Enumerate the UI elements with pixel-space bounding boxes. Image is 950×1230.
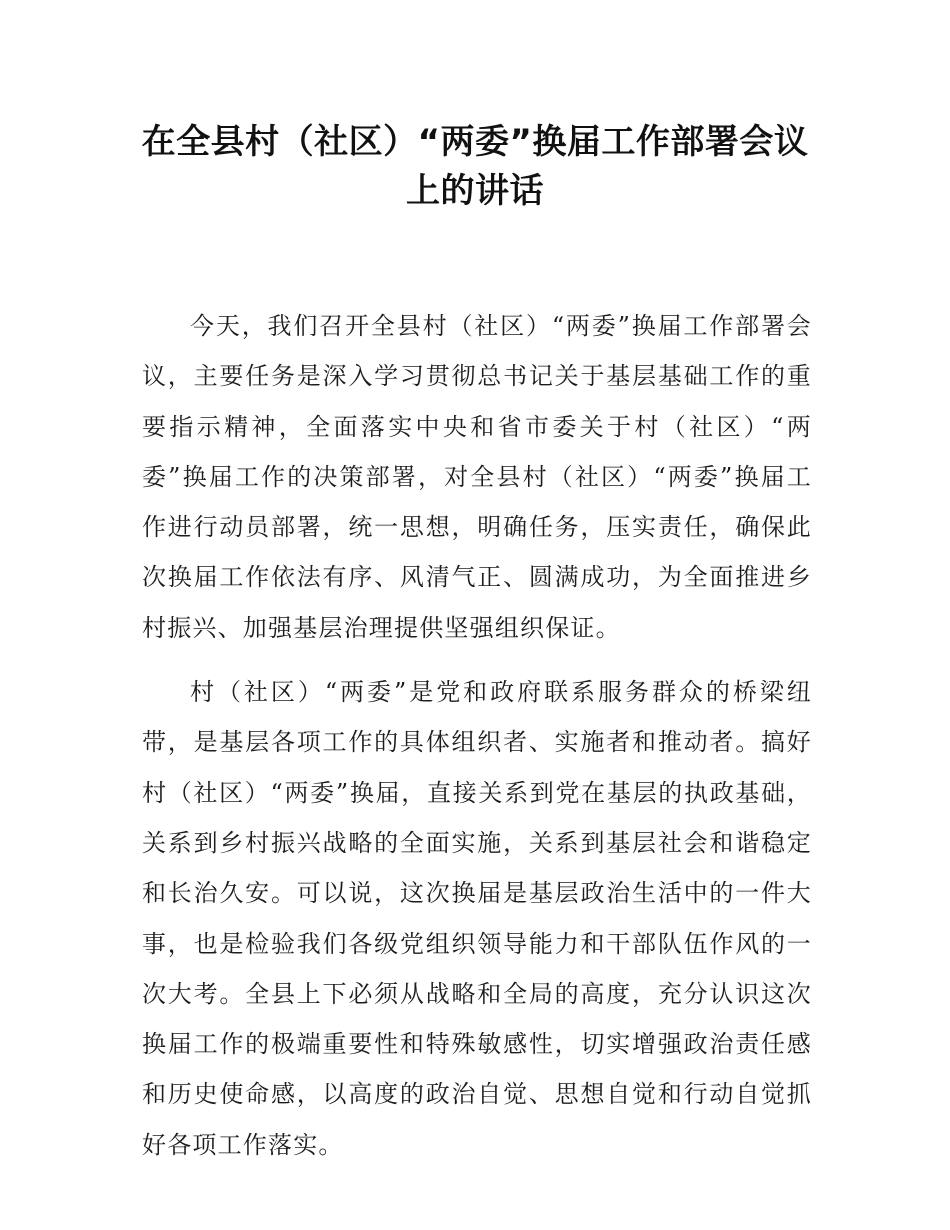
paragraph-2: 村（社区）“两委”是党和政府联系服务群众的桥梁纽带，是基层各项工作的具体组织者、实施者和推动者。搞好村（社区）“两委”换届，直接关系到党在基层的执政基础，关系到乡村振兴战略的全面实施，关系到基层社会和谐稳定和长治久安。可以说，这次换届是基层政治生活中的一件大事，也是检验我们各级党组织领导能力和干部队伍作风的一次大考。全县上下必须从战略和全局的高度，充分认识这次换届工作的极端重要性和特殊敏感性，切实增强政治责任感和历史使命感，以高度的政治自觉、思想自觉和行动自觉抓好各项工作落实。 [142, 678, 812, 1159]
document-body [142, 301, 812, 1184]
document-title: 在全县村（社区）“两委”换届工作部署会议上的讲话 [141, 122, 809, 211]
paragraph-1: 今天，我们召开全县村（社区）“两委”换届工作部署会议，主要任务是深入学习贯彻总书记关于基层基础工作的重要指示精神，全面落实中央和省市委关于村（社区）“两委”换届工作的决策部署，对全县村（社区）“两委”换届工作进行动员部署，统一思想，明确任务，压实责任，确保此次换届工作依法有序、风清气正、圆满成功，为全面推进乡村振兴、加强基层治理提供坚强组织保证。 [142, 312, 812, 642]
